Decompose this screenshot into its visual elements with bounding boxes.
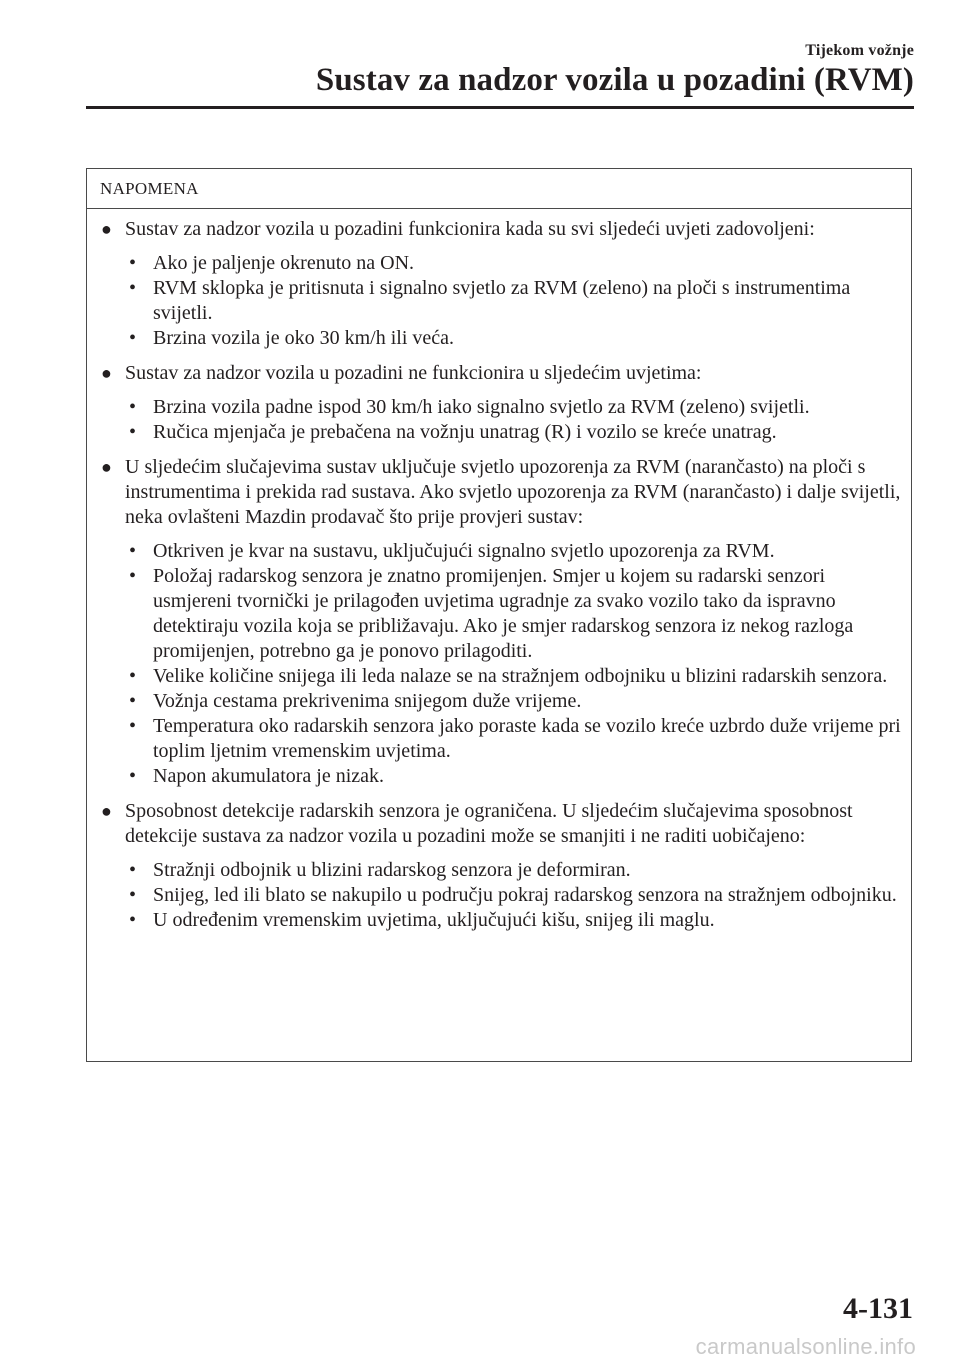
site-watermark[interactable]: carmanualsonline.info	[695, 1334, 916, 1359]
sub-bullet-icon: •	[129, 396, 137, 418]
sublist	[125, 395, 901, 445]
sub-bullet-icon: •	[129, 565, 137, 587]
sub-bullet-icon: •	[129, 421, 137, 443]
bullet-text: U sljedećim slučajevima sustav uključuje svjetlo upozorenja za RVM (narančasto) na ploči s instrumentima i prekida rad sustava. Ako svjetlo upozorenja za RVM (narančasto) i dalje svijetli, neka ovlašteni Mazdin prodavač što prije provjeri sustav:	[125, 456, 901, 528]
sublist-item: • Snijeg, led ili blato se nakupilo u području pokraj radarskog senzora na stražnjem odbojniku.	[129, 884, 897, 906]
sub-bullet-icon: •	[129, 665, 137, 687]
sub-bullet-icon: •	[129, 884, 137, 906]
sub-bullet-icon: •	[129, 859, 137, 881]
sub-bullet-icon: •	[129, 909, 137, 931]
sublist-item: • RVM sklopka je pritisnuta i signalno svjetlo za RVM (zeleno) na ploči s instrumentima svijetli.	[129, 277, 851, 324]
sub-bullet-icon: •	[129, 277, 137, 299]
sub-bullet-icon: •	[129, 327, 137, 349]
sublist-item: • Temperatura oko radarskih senzora jako poraste kada se vozilo kreće uzbrdo duže vrijeme pri toplim ljetnim vremenskim uvjetima.	[129, 715, 901, 762]
section-label: Tijekom vožnje	[805, 42, 914, 59]
bullet-dot-icon: ●	[101, 219, 112, 239]
bullet-dot-icon: ●	[101, 801, 112, 821]
note-heading: NAPOMENA	[87, 169, 911, 209]
note-box	[86, 168, 912, 1062]
bullet-dot-icon: ●	[101, 457, 112, 477]
note-bullet	[99, 455, 901, 789]
page-header	[0, 0, 914, 112]
sub-bullet-icon: •	[129, 765, 137, 787]
header-rule	[86, 106, 914, 109]
note-body	[87, 209, 911, 933]
sublist	[125, 858, 901, 933]
sublist	[125, 251, 901, 351]
bullet-dot-icon: ●	[101, 363, 112, 383]
sublist-item: • Brzina vozila padne ispod 30 km/h iako signalno svjetlo za RVM (zeleno) svijetli.	[129, 396, 810, 418]
sublist-item: • Položaj radarskog senzora je znatno promijenjen. Smjer u kojem su radarski senzori usmjereni tvornički je prilagođen uvjetima ugradnje za svako vozilo tako da ispravno detektiraju vozila koja se približavaju. Ako je smjer radarskog senzora iz nekog razloga promijenjen, potrebno ga je ponovo prilagoditi.	[129, 565, 854, 662]
note-bullet	[99, 799, 901, 933]
sub-bullet-icon: •	[129, 540, 137, 562]
sublist	[125, 539, 901, 789]
sub-bullet-icon: •	[129, 690, 137, 712]
page-title: Sustav za nadzor vozila u pozadini (RVM)	[315, 62, 914, 98]
sub-bullet-icon: •	[129, 252, 137, 274]
bullet-text: Sposobnost detekcije radarskih senzora je ograničena. U sljedećim slučajevima sposobnost detekcije sustava za nadzor vozila u pozadini može se smanjiti i ne raditi uobičajeno:	[125, 800, 853, 847]
sublist-item: • Stražnji odbojnik u blizini radarskog senzora je deformiran.	[129, 859, 631, 881]
sublist-item: • Brzina vozila je oko 30 km/h ili veća.	[129, 327, 455, 349]
note-bullet	[99, 217, 901, 351]
sublist-item: • Napon akumulatora je nizak.	[129, 765, 385, 787]
sublist-item: • Ručica mjenjača je prebačena na vožnju unatrag (R) i vozilo se kreće unatrag.	[129, 421, 777, 443]
bullet-text: Sustav za nadzor vozila u pozadini funkcionira kada su svi sljedeći uvjeti zadovoljeni:	[125, 218, 815, 240]
sublist-item: • U određenim vremenskim uvjetima, uključujući kišu, snijeg ili maglu.	[129, 909, 715, 931]
note-bullet	[99, 361, 901, 445]
sublist-item: • Vožnja cestama prekrivenima snijegom duže vrijeme.	[129, 690, 582, 712]
page-number: 4-131	[843, 1292, 913, 1325]
sublist-item: • Otkriven je kvar na sustavu, uključujući signalno svjetlo upozorenja za RVM.	[129, 540, 775, 562]
sub-bullet-icon: •	[129, 715, 137, 737]
bullet-text: Sustav za nadzor vozila u pozadini ne funkcionira u sljedećim uvjetima:	[125, 362, 702, 384]
sublist-item: • Ako je paljenje okrenuto na ON.	[129, 252, 415, 274]
sublist-item: • Velike količine snijega ili leda nalaze se na stražnjem odbojniku u blizini radarskih senzora.	[129, 665, 888, 687]
